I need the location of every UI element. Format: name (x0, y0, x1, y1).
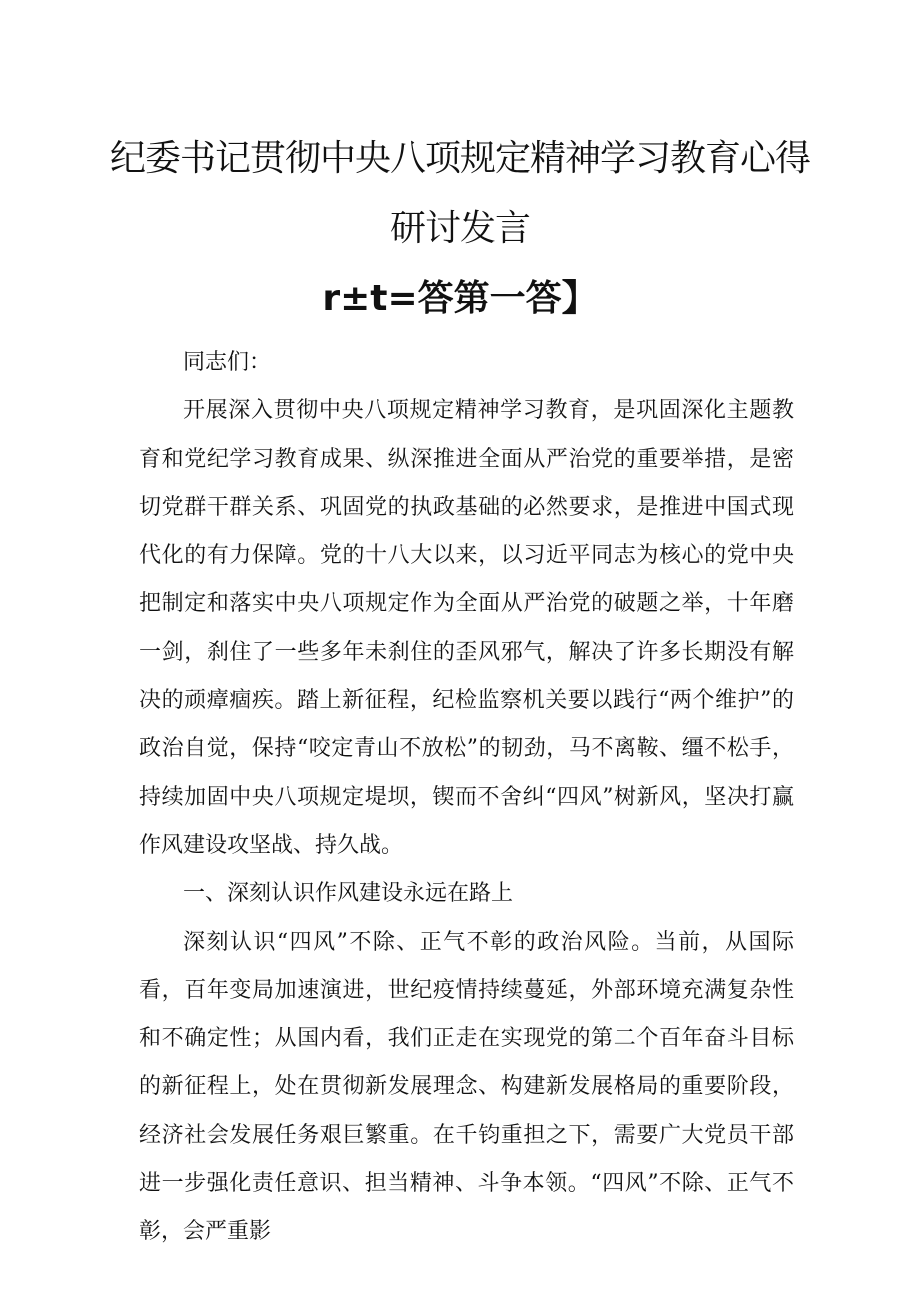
document-title-line-2: 研讨发言 (389, 208, 530, 249)
body-paragraph: 开展深入贯彻中央八项规定精神学习教育，是巩固深化主题教育和党纪学习教育成果、纵深推进全面从严治党的重要举措，是密切党群干群关系、巩固党的执政基础的必然要求，是推进中国式现代化的有力保障。党的十八大以来，以习近平同志为核心的党中央把制定和落实中央八项规定作为全面从严治党的破题之举，十年磨一剑，刹住了一些多年未刹住的歪风邪气，解决了许多长期没有解决的顽瘴痼疾。踏上新征程，纪检监察机关要以践行“两个维护”的政治自觉，保持“咬定青山不放松”的韧劲，马不离鞍、缰不松手，持续加固中央八项规定堤坝，锲而不舍纠“四风”树新风，坚决打赢作风建设攻坚战、持久战。 (139, 398, 794, 858)
body-paragraph: 深刻认识“四风”不除、正气不彰的政治风险。当前，从国际看，百年变局加速演进，世纪疫情持续蔓延，外部环境充满复杂性和不确定性；从国内看，我们正走在实现党的第二个百年奋斗目标的新征程上，处在贯彻新发展理念、构建新发展格局的重要阶段，经济社会发展任务艰巨繁重。在千钧重担之下，需要广大党员干部进一步强化责任意识、担当精神、斗争本领。“四风”不除、正气不彰，会严重影 (139, 929, 794, 1245)
section-heading: 一、深刻认识作风建设永远在路上 (183, 881, 514, 907)
salutation: 同志们： (183, 350, 272, 375)
document-title-line-1: 纪委书记贯彻中央八项规定精神学习教育心得 (109, 138, 810, 179)
document-subtitle: r±t=答第一答】 (322, 278, 598, 319)
document-body (139, 339, 794, 1257)
